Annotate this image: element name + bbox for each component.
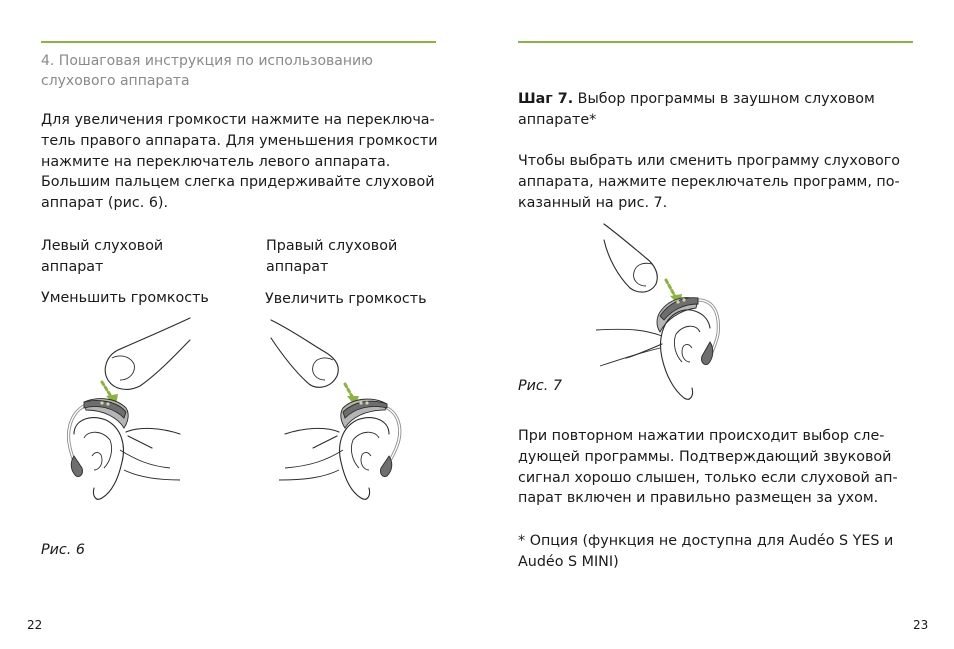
program-button-illustration: [590, 218, 780, 413]
thumb-icon: [126, 428, 180, 448]
volume-instructions: Для увеличения громкости нажмите на переключа- тель правого аппарата. Для уменьшения громкости нажмите на переключатель левого аппарата. Большим пальцем слегка придерживайте слуховой аппарат (рис. 6).: [41, 112, 438, 212]
section-title: 4. Пошаговая инструкция по использованию слуховогo аппарата: [41, 53, 373, 89]
figure-6-caption: Рис. 6: [41, 542, 85, 558]
left-ear-illustration: [40, 310, 255, 515]
step-7-heading: [518, 89, 918, 131]
repeat-press-text: При повторном нажатии происходит выбор сле- дующей программы. Подтверждающий звуковой сигнал хорошо слышен, только если слуховой ап- парат включен и правильно размещен за ухом.: [518, 428, 898, 507]
hearing-aid-icon: [84, 399, 128, 428]
increase-volume-label: Увеличить громкость: [265, 291, 427, 307]
left-device-label: Левый слуховой аппарат: [41, 238, 164, 275]
finger-icon: [271, 320, 338, 387]
step-title: Выбор программы в заушном слуховом аппарате*: [518, 91, 875, 128]
right-ear-illustration: [265, 310, 480, 515]
step-number: Шаг 7.: [518, 91, 574, 107]
footnote: * Опция (функция не доступна для Audéo S YES и Audéo S MINI): [518, 533, 894, 570]
hearing-aid-icon: [341, 399, 387, 428]
right-top-rule: [518, 41, 913, 43]
ear-icon: [596, 310, 713, 399]
hearing-aid-icon: [657, 298, 698, 332]
page-number-right: 23: [913, 618, 929, 632]
right-device-label: Правый слуховой аппарат: [266, 238, 398, 275]
ear-icon: [279, 418, 392, 500]
figure-7-caption: Рис. 7: [518, 378, 562, 394]
left-top-rule: [41, 41, 436, 43]
decrease-volume-label: Уменьшить громкость: [41, 290, 209, 306]
finger-icon: [105, 318, 190, 389]
finger-icon: [604, 224, 657, 292]
program-instructions: Чтобы выбрать или сменить программу слухового аппарата, нажмите переключатель программ, по- казанный на рис. 7.: [518, 153, 901, 211]
thumb-icon: [285, 428, 339, 448]
page-number-left: 22: [27, 618, 43, 632]
